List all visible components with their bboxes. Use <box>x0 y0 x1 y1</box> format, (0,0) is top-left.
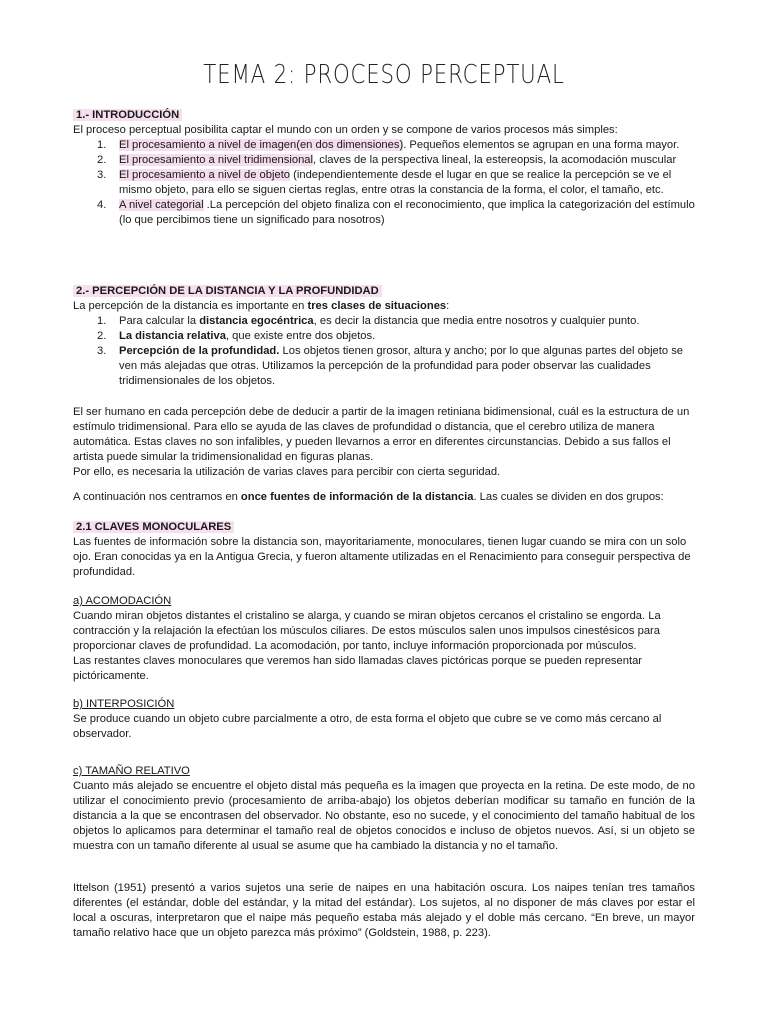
section-heading: 2.1 CLAVES MONOCULARES <box>73 520 695 535</box>
numbered-list <box>73 138 695 228</box>
subsection-heading: c) TAMAÑO RELATIVO <box>73 765 190 777</box>
section-interposicion <box>73 697 695 742</box>
page-title: TEMA 2: PROCESO PERCEPTUAL <box>203 60 565 90</box>
list-item: 1. El procesamiento a nivel de imagen(en dos dimensiones). Pequeños elementos se agrupan en una forma mayor. <box>97 139 680 151</box>
list-item: 4. A nivel categorial .La percepción del objeto finaliza con el reconocimiento, que implica la categorización del estímulo (lo que percibimos tiene un significado para nosotros) <box>97 199 695 226</box>
list-item: 3. Percepción de la profundidad. Los objetos tienen grosor, altura y ancho; por lo que algunas partes del objeto se ven más alejadas que otras. Utilizamos la percepción de la profundidad para poder observar las cualidades tridimensionales de los objetos. <box>97 345 684 387</box>
paragraph-block <box>73 490 695 505</box>
list-item: 2. El procesamiento a nivel tridimensional, claves de la perspectiva lineal, la estereopsis, la acomodación muscular <box>97 154 677 166</box>
subsection-heading: a) ACOMODACIÓN <box>73 595 172 607</box>
paragraph: El ser humano en cada percepción debe de deducir a partir de la imagen retiniana bidimensional, cuál es la estructura de un estímulo tridimensional. Para ello se ayuda de las claves de profundidad o distancia, que el cerebro utiliza de manera automática. Estas claves no son infalibles, y pueden llevarnos a error en diferentes circunstancias. Debido a sus fallos el artista puede simular la tridimensionalidad en figuras planas. <box>73 406 690 463</box>
section-acomodacion <box>73 594 695 684</box>
list-item: 2. La distancia relativa, que existe entre dos objetos. <box>97 330 376 342</box>
paragraph: La percepción de la distancia es importante en tres clases de situaciones: <box>73 300 450 312</box>
subsection-heading: b) INTERPOSICIÓN <box>73 698 175 710</box>
section-claves-monoculares <box>73 520 695 580</box>
section-heading: 2.- PERCEPCIÓN DE LA DISTANCIA Y LA PROFUNDIDAD <box>73 284 695 299</box>
paragraph-block <box>73 881 695 941</box>
list-item: 3. El procesamiento a nivel de objeto (independientemente desde el lugar en que se realice la percepción se ve el mismo objeto, para ello se siguen ciertas reglas, entre otras la constancia de la forma, el color, el tamaño, etc. <box>97 169 672 196</box>
section-heading: 1.- INTRODUCCIÓN <box>73 108 695 123</box>
paragraph: Cuando miran objetos distantes el cristalino se alarga, y cuando se miran objetos cercanos el cristalino se engorda. La contracción y la relajación la efectúan los músculos ciliares. De estos músculos salen unos impulsos cinestésicos para proporcionar claves de profundidad. La acomodación, por tanto, incluye información proporcionada por músculos. <box>73 610 661 652</box>
paragraph: El proceso perceptual posibilita captar el mundo con un orden y se compone de varios procesos más simples: <box>73 124 618 136</box>
paragraph: Se produce cuando un objeto cubre parcialmente a otro, de esta forma el objeto que cubre se ve como más cercano al observador. <box>73 713 662 740</box>
paragraph: Las fuentes de información sobre la distancia son, mayoritariamente, monoculares, tienen lugar cuando se mira con un solo ojo. Eran conocidas ya en la Antigua Grecia, y fueron altamente utilizadas en el Renacimiento para conseguir perspectiva de profundidad. <box>73 536 691 578</box>
section-tamano-relativo <box>73 764 695 854</box>
numbered-list <box>73 314 695 389</box>
paragraph: A continuación nos centramos en once fuentes de información de la distancia. Las cuales se dividen en dos grupos: <box>73 491 664 503</box>
paragraph-block <box>73 405 695 480</box>
section-introduccion <box>73 108 695 228</box>
paragraph: Las restantes claves monoculares que veremos han sido llamadas claves pictóricas porque se pueden representar pictóricamente. <box>73 655 643 682</box>
list-item: 1. Para calcular la distancia egocéntrica, es decir la distancia que media entre nosotros y cualquier punto. <box>97 315 640 327</box>
paragraph: Ittelson (1951) presentó a varios sujetos una serie de naipes en una habitación oscura. Los naipes tenían tres tamaños diferentes (el estándar, doble del estándar, y la mitad del estándar). Los sujetos, al no disponer de más claves por estar el local a oscuras, interpretaron que el naipe más pequeño estaba más alejado y el doble más cercano. “En breve, un mayor tamaño relativo hace que un objeto parezca más próximo” (Goldstein, 1988, p. 223). <box>73 882 695 939</box>
section-percepcion-distancia <box>73 284 695 389</box>
paragraph: Cuanto más alejado se encuentre el objeto distal más pequeña es la imagen que proyecta en la retina. De este modo, de no utilizar el conocimiento previo (procesamiento de arriba-abajo) los objetos deberían modificar su tamaño en función de la distancia a la que se encontrasen del observador. No obstante, eso no sucede, y el conocimiento del tamaño habitual de los objetos lo aplicamos para determinar el tamaño real de objetos conocidos e incluso de objetos nuevos. Así, si un objeto se muestra con un tamaño diferente al usual se asume que ha cambiado la distancia y no el tamaño. <box>73 780 695 852</box>
paragraph: Por ello, es necesaria la utilización de varias claves para percibir con cierta seguridad. <box>73 466 501 478</box>
